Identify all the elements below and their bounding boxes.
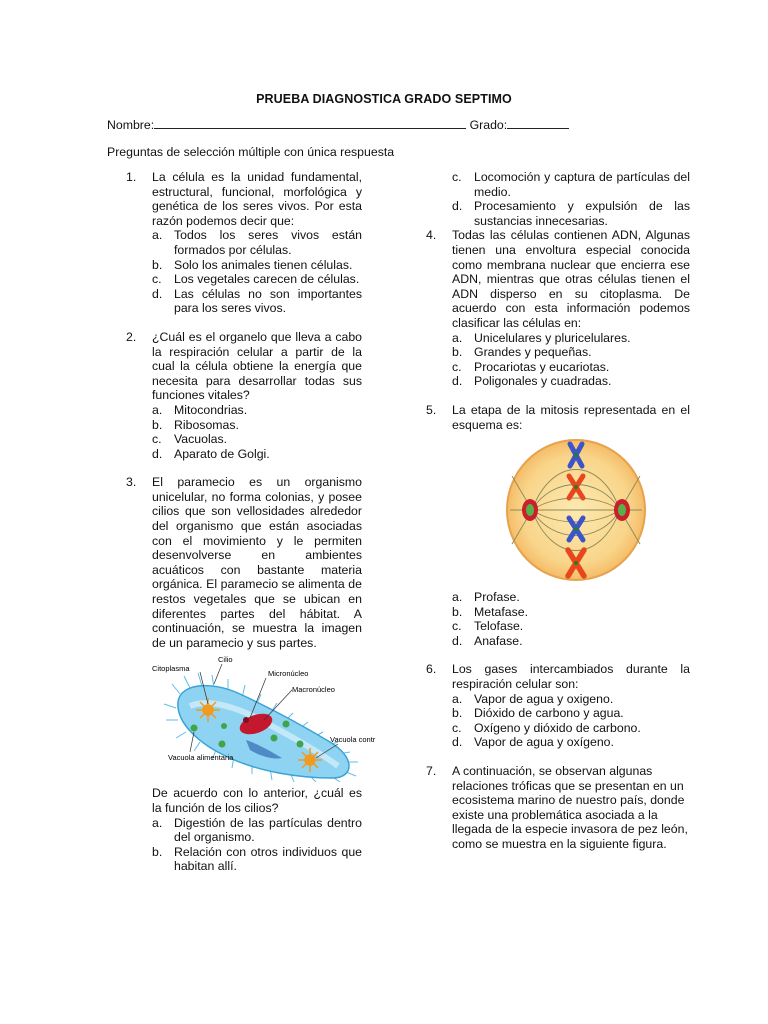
option-letter: c. bbox=[452, 170, 462, 184]
label-vacuola-contractil: Vacuola contr bbox=[330, 735, 376, 745]
options-list bbox=[152, 228, 362, 316]
option[interactable] bbox=[152, 432, 362, 447]
option[interactable] bbox=[452, 590, 690, 605]
option-letter: c. bbox=[152, 432, 162, 447]
option-text: Profase. bbox=[474, 590, 520, 605]
option-letter: d. bbox=[452, 633, 463, 648]
option[interactable] bbox=[152, 403, 362, 418]
option-text: Dióxido de carbono y agua. bbox=[474, 706, 624, 721]
option[interactable] bbox=[452, 199, 690, 228]
question-7 bbox=[426, 764, 690, 852]
option-text: Telofase. bbox=[474, 619, 524, 634]
option-letter: d. bbox=[452, 735, 463, 750]
question-text: La etapa de la mitosis representada en el esquema es: bbox=[452, 402, 690, 432]
options-list bbox=[152, 816, 362, 874]
option-letter: a. bbox=[152, 402, 163, 417]
option[interactable] bbox=[452, 170, 690, 199]
option[interactable] bbox=[452, 735, 690, 750]
option-letter: a. bbox=[152, 228, 163, 243]
option-letter: d. bbox=[152, 446, 163, 461]
option[interactable] bbox=[452, 605, 690, 620]
options-list-continued bbox=[426, 170, 690, 228]
label-cilio: Cilio bbox=[218, 655, 233, 665]
question-text: Los gases intercambiados durante la respiración celular son: bbox=[452, 662, 690, 692]
question-text: Todas las células contienen ADN, Algunas tienen una envoltura especial conocida como membrana nuclear que encierra ese ADN, mientras que otras células tienen el ADN disperso en su citoplasma. De acuerdo con esta información podemos clasificar las células en: bbox=[452, 228, 690, 330]
option-letter: b. bbox=[452, 345, 463, 360]
options-list bbox=[452, 331, 690, 389]
option[interactable] bbox=[152, 418, 362, 433]
option-text: Unicelulares y pluricelulares. bbox=[474, 330, 631, 345]
option[interactable] bbox=[152, 845, 362, 874]
label-vacuola-alimentaria: Vacuola alimentaria bbox=[168, 753, 234, 763]
question-text: A continuación, se observan algunas relaciones tróficas que se presentan en un ecosistema marino de nuestro país, donde existe una problemática asociada a la llegada de la especie invasora de pez león, como se muestra en la siguiente figura. bbox=[452, 764, 688, 851]
spacer bbox=[426, 648, 690, 662]
question-5 bbox=[426, 403, 690, 649]
option[interactable] bbox=[152, 228, 362, 257]
option[interactable] bbox=[452, 345, 690, 360]
option[interactable] bbox=[452, 721, 690, 736]
option-text: Locomoción y captura de partículas del medio. bbox=[474, 170, 690, 199]
question-2 bbox=[126, 330, 362, 461]
option[interactable] bbox=[452, 692, 690, 707]
option[interactable] bbox=[152, 272, 362, 287]
option-text: Aparato de Golgi. bbox=[174, 446, 270, 461]
micronucleus bbox=[243, 717, 249, 723]
name-blank[interactable] bbox=[154, 117, 466, 129]
option-letter: d. bbox=[152, 286, 163, 301]
question-followup: De acuerdo con lo anterior, ¿cuál es la función de los cilios? bbox=[152, 786, 362, 815]
option-letter: a. bbox=[452, 590, 463, 605]
option-text: Vapor de agua y oxígeno. bbox=[474, 735, 614, 750]
option-text: Los vegetales carecen de células. bbox=[174, 272, 360, 287]
option-letter: a. bbox=[452, 691, 463, 706]
question-text: ¿Cuál es el organelo que lleva a cabo la respiración celular a partir de la cual la célula obtiene la energía que necesita para desarrollar todas sus funciones vitales? bbox=[152, 329, 362, 403]
option-text: Todos los seres vivos están formados por células. bbox=[174, 228, 362, 257]
option-text: Poligonales y cuadradas. bbox=[474, 374, 612, 389]
question-number: 7. bbox=[426, 764, 437, 779]
page-title: PRUEBA DIAGNOSTICA GRADO SEPTIMO bbox=[256, 92, 512, 106]
option-letter: b. bbox=[452, 706, 463, 721]
question-number: 6. bbox=[426, 662, 437, 677]
option-letter: c. bbox=[152, 272, 162, 287]
question-6 bbox=[426, 662, 690, 750]
option-text: Digestión de las partículas dentro del organismo. bbox=[174, 815, 362, 845]
question-number: 3. bbox=[126, 475, 137, 490]
option-text: Vapor de agua y oxigeno. bbox=[474, 691, 614, 706]
spacer bbox=[426, 389, 690, 403]
instructions: Preguntas de selección múltiple con única respuesta bbox=[107, 145, 395, 159]
option-letter: c. bbox=[452, 359, 462, 374]
label-citoplasma: Citoplasma bbox=[152, 664, 190, 674]
option-text: Anafase. bbox=[474, 633, 523, 648]
question-number: 1. bbox=[126, 170, 137, 184]
question-number: 2. bbox=[126, 329, 137, 344]
paramecium-body bbox=[178, 686, 349, 778]
options-list bbox=[452, 692, 690, 750]
option-text: Ribosomas. bbox=[174, 417, 239, 432]
option-text: Procesamiento y expulsión de las sustancias innecesarias. bbox=[474, 199, 690, 228]
question-4 bbox=[426, 228, 690, 389]
question-text: El paramecio es un organismo unicelular, no forma colonias, y posee cilios que son vellosidades alrededor del organismo que están asociadas con el movimiento y le permiten desenvolverse en ambientes acuáticos con bastante materia orgánica. El paramecio se alimenta de restos vegetales que se ubican en diferentes partes del hábitat. A continuación, se muestra la imagen de un paramecio y sus partes. bbox=[152, 475, 362, 650]
option-letter: c. bbox=[452, 720, 462, 735]
option[interactable] bbox=[152, 816, 362, 845]
name-label: Nombre: bbox=[107, 118, 155, 132]
spacer bbox=[126, 316, 362, 330]
option[interactable] bbox=[152, 258, 362, 273]
option-letter: a. bbox=[152, 815, 163, 830]
option[interactable] bbox=[452, 331, 690, 346]
option[interactable] bbox=[152, 447, 362, 462]
option-letter: b. bbox=[452, 604, 463, 619]
option-text: Procariotas y eucariotas. bbox=[474, 359, 610, 374]
option-letter: c. bbox=[452, 619, 462, 634]
option-text: Oxígeno y dióxido de carbono. bbox=[474, 720, 641, 735]
options-list bbox=[452, 590, 690, 648]
option[interactable] bbox=[152, 287, 362, 316]
centrosome-right bbox=[614, 499, 630, 521]
paramecium-figure bbox=[150, 654, 382, 782]
question-text: La célula es la unidad fundamental, estructural, funcional, morfológica y genética de los seres vivos. Por esta razón podemos decir que: bbox=[152, 170, 362, 228]
option-letter: b. bbox=[152, 844, 163, 859]
question-1 bbox=[126, 170, 362, 316]
spacer bbox=[126, 461, 362, 475]
label-macronucleo: Macronúcleo bbox=[292, 685, 335, 695]
option-text: Grandes y pequeñas. bbox=[474, 345, 592, 360]
question-number: 4. bbox=[426, 228, 437, 243]
option-text: Relación con otros individuos que habitan allí. bbox=[174, 844, 362, 874]
grade-blank[interactable] bbox=[507, 117, 569, 129]
option-letter: d. bbox=[452, 374, 463, 389]
option-letter: b. bbox=[152, 257, 163, 272]
spacer bbox=[426, 750, 690, 764]
options-list bbox=[152, 403, 362, 461]
name-grade-line bbox=[107, 117, 667, 132]
option[interactable] bbox=[452, 374, 690, 389]
option-letter: a. bbox=[452, 330, 463, 345]
label-micronucleo: Micronúcleo bbox=[268, 669, 309, 679]
option-text: Las células no son importantes para los seres vivos. bbox=[174, 286, 362, 316]
right-column bbox=[426, 170, 690, 852]
option[interactable] bbox=[452, 706, 690, 721]
option[interactable] bbox=[452, 634, 690, 649]
mitosis-figure bbox=[452, 436, 684, 584]
option-text: Vacuolas. bbox=[174, 432, 228, 447]
option-text: Solo los animales tienen células. bbox=[174, 257, 353, 272]
option-text: Mitocondrias. bbox=[174, 402, 248, 417]
grade-label: Grado: bbox=[469, 118, 508, 132]
option-text: Metafase. bbox=[474, 604, 528, 619]
option-letter: d. bbox=[452, 199, 463, 214]
option-letter: b. bbox=[152, 417, 163, 432]
question-number: 5. bbox=[426, 402, 437, 417]
option[interactable] bbox=[452, 619, 690, 634]
left-column bbox=[126, 170, 376, 874]
centrosome-left bbox=[522, 499, 538, 521]
option[interactable] bbox=[452, 360, 690, 375]
question-3 bbox=[126, 475, 376, 874]
